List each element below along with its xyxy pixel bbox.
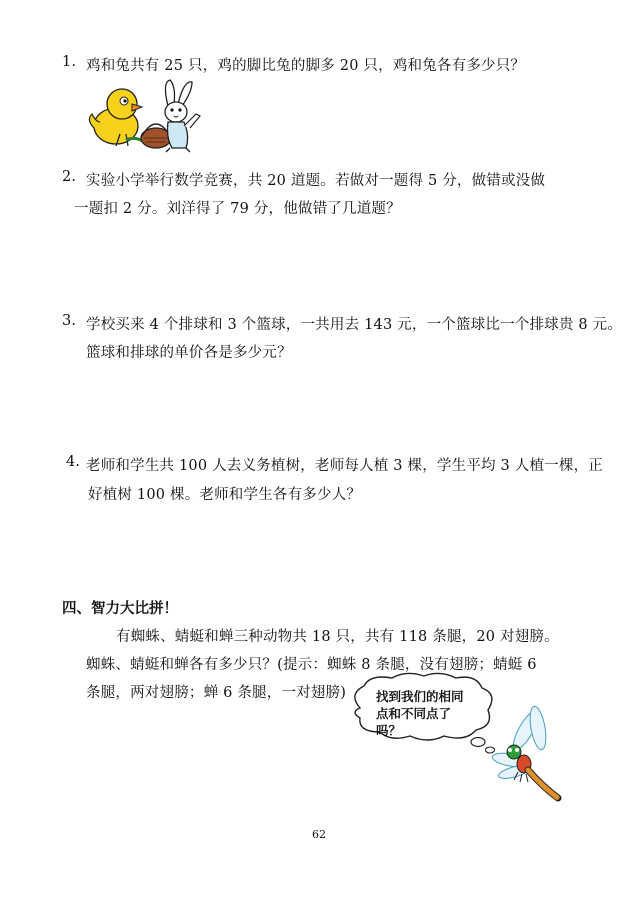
problem-4-text-line-1: 老师和学生共 100 人去义务植树，老师每人植 3 棵，学生平均 3 人植一棵，正 — [86, 458, 603, 474]
problem-2-number: 2. — [62, 169, 77, 185]
problem-3-text-line-2: 篮球和排球的单价各是多少元？ — [86, 345, 292, 361]
basket-icon — [141, 124, 171, 148]
problem-1-text: 鸡和兔共有 25 只，鸡的脚比兔的脚多 20 只，鸡和兔各有多少只？ — [86, 58, 526, 74]
section-text-line-1: 有蜘蛛、蜻蜓和蝉三种动物共 18 只，共有 118 条腿，20 对翅膀。 — [116, 629, 559, 645]
problem-2-text-line-2: 一题扣 2 分。刘洋得了 79 分，他做错了几道题？ — [74, 201, 401, 217]
dragonfly-illustration — [484, 708, 574, 808]
problem-3-text-line-1: 学校买来 4 个排球和 3 个篮球，一共用去 143 元，一个篮球比一个排球贵 8 元。 — [86, 317, 623, 333]
page-number: 62 — [312, 828, 326, 841]
chick-and-rabbit-illustration — [86, 76, 206, 154]
section-text-line-2: 蜘蛛、蜻蜓和蝉各有多少只？(提示：蜘蛛 8 条腿，没有翅膀；蜻蜓 6 — [86, 657, 537, 673]
speech-bubble-line-3: 吗？ — [376, 723, 402, 738]
problem-4-text-line-2: 好植树 100 棵。老师和学生各有多少人？ — [88, 487, 362, 503]
problem-4-number: 4. — [66, 454, 81, 470]
rabbit-icon — [165, 80, 200, 152]
section-heading: 四、智力大比拼！ — [62, 601, 178, 617]
section-text-line-3: 条腿，两对翅膀；蝉 6 条腿，一对翅膀) — [86, 685, 347, 701]
problem-2-text-line-1: 实验小学举行数学竞赛，共 20 道题。若做对一题得 5 分，做错或没做 — [86, 173, 546, 189]
speech-bubble-text — [376, 688, 464, 739]
speech-bubble-line-2: 点和不同点了 — [376, 706, 452, 721]
problem-1-number: 1. — [62, 54, 77, 70]
chick-icon — [89, 89, 144, 146]
speech-bubble-line-1: 找到我们的相同 — [376, 689, 464, 704]
problem-3-number: 3. — [62, 313, 77, 329]
